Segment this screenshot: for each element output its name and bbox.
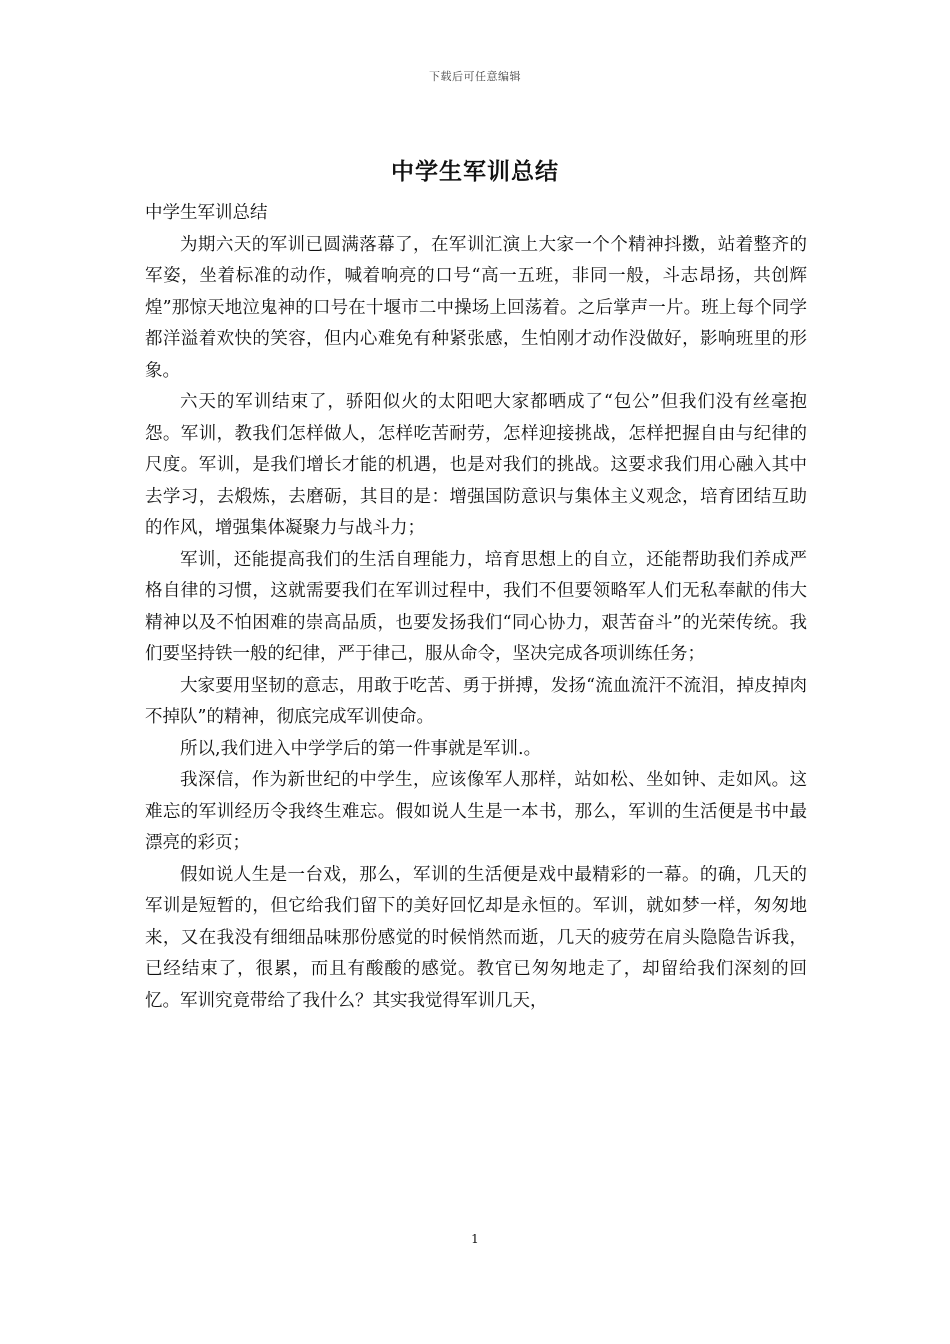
document-body bbox=[145, 198, 807, 1017]
paragraph-3: 军训，还能提高我们的生活自理能力，培育思想上的自立，还能帮助我们养成严格自律的习惯，这就需要我们在军训过程中，我们不但要领略军人们无私奉献的伟大精神以及不怕困难的崇高品质，也要发扬我们“同心协力，艰苦奋斗”的光荣传统。我们要坚持铁一般的纪律，严于律己，服从命令，坚决完成各项训练任务； bbox=[145, 549, 807, 664]
paragraph-5: 所以,我们进入中学学后的第一件事就是军训.。 bbox=[180, 738, 542, 759]
paragraph-1: 为期六天的军训已圆满落幕了，在军训汇演上大家一个个精神抖擞，站着整齐的军姿，坐着标准的动作，喊着响亮的口号“高一五班，非同一般，斗志昂扬，共创辉煌”那惊天地泣鬼神的口号在十堰市二中操场上回荡着。之后掌声一片。班上每个同学都洋溢着欢快的笑容，但内心难免有种紧张感，生怕刚才动作没做好，影响班里的形象。 bbox=[145, 234, 807, 381]
header-note: 下载后可任意编辑 bbox=[429, 70, 521, 83]
paragraph-4: 大家要用坚韧的意志，用敢于吃苦、勇于拼搏，发扬“流血流汗不流泪，掉皮掉肉不掉队”的精神，彻底完成军训使命。 bbox=[145, 675, 807, 727]
page-number: 1 bbox=[471, 1232, 479, 1246]
paragraph-2: 六天的军训结束了，骄阳似火的太阳吧大家都晒成了“包公”但我们没有丝毫抱怨。军训，教我们怎样做人，怎样吃苦耐劳，怎样迎接挑战，怎样把握自由与纪律的尺度。军训，是我们增长才能的机遇，也是对我们的挑战。这要求我们用心融入其中去学习，去煅炼，去磨砺，其目的是：增强国防意识与集体主义观念，培育团结互助的作风，增强集体凝聚力与战斗力； bbox=[145, 392, 807, 538]
subtitle: 中学生军训总结 bbox=[145, 203, 268, 223]
paragraph-6: 我深信，作为新世纪的中学生，应该像军人那样，站如松、坐如钟、走如风。这难忘的军训经历令我终生难忘。假如说人生是一本书，那么，军训的生活便是书中最漂亮的彩页； bbox=[145, 770, 807, 853]
document-title: 中学生军训总结 bbox=[391, 158, 559, 185]
paragraph-7: 假如说人生是一台戏，那么，军训的生活便是戏中最精彩的一幕。的确，几天的军训是短暂的，但它给我们留下的美好回忆却是永恒的。军训，就如梦一样，匆匆地来，又在我没有细细品味那份感觉的时候悄然而逝，几天的疲劳在肩头隐隐告诉我，已经结束了，很累，而且有酸酸的感觉。教官已匆匆地走了，却留给我们深刻的回忆。军训究竟带给了我什么？其实我觉得军训几天， bbox=[145, 864, 807, 1011]
